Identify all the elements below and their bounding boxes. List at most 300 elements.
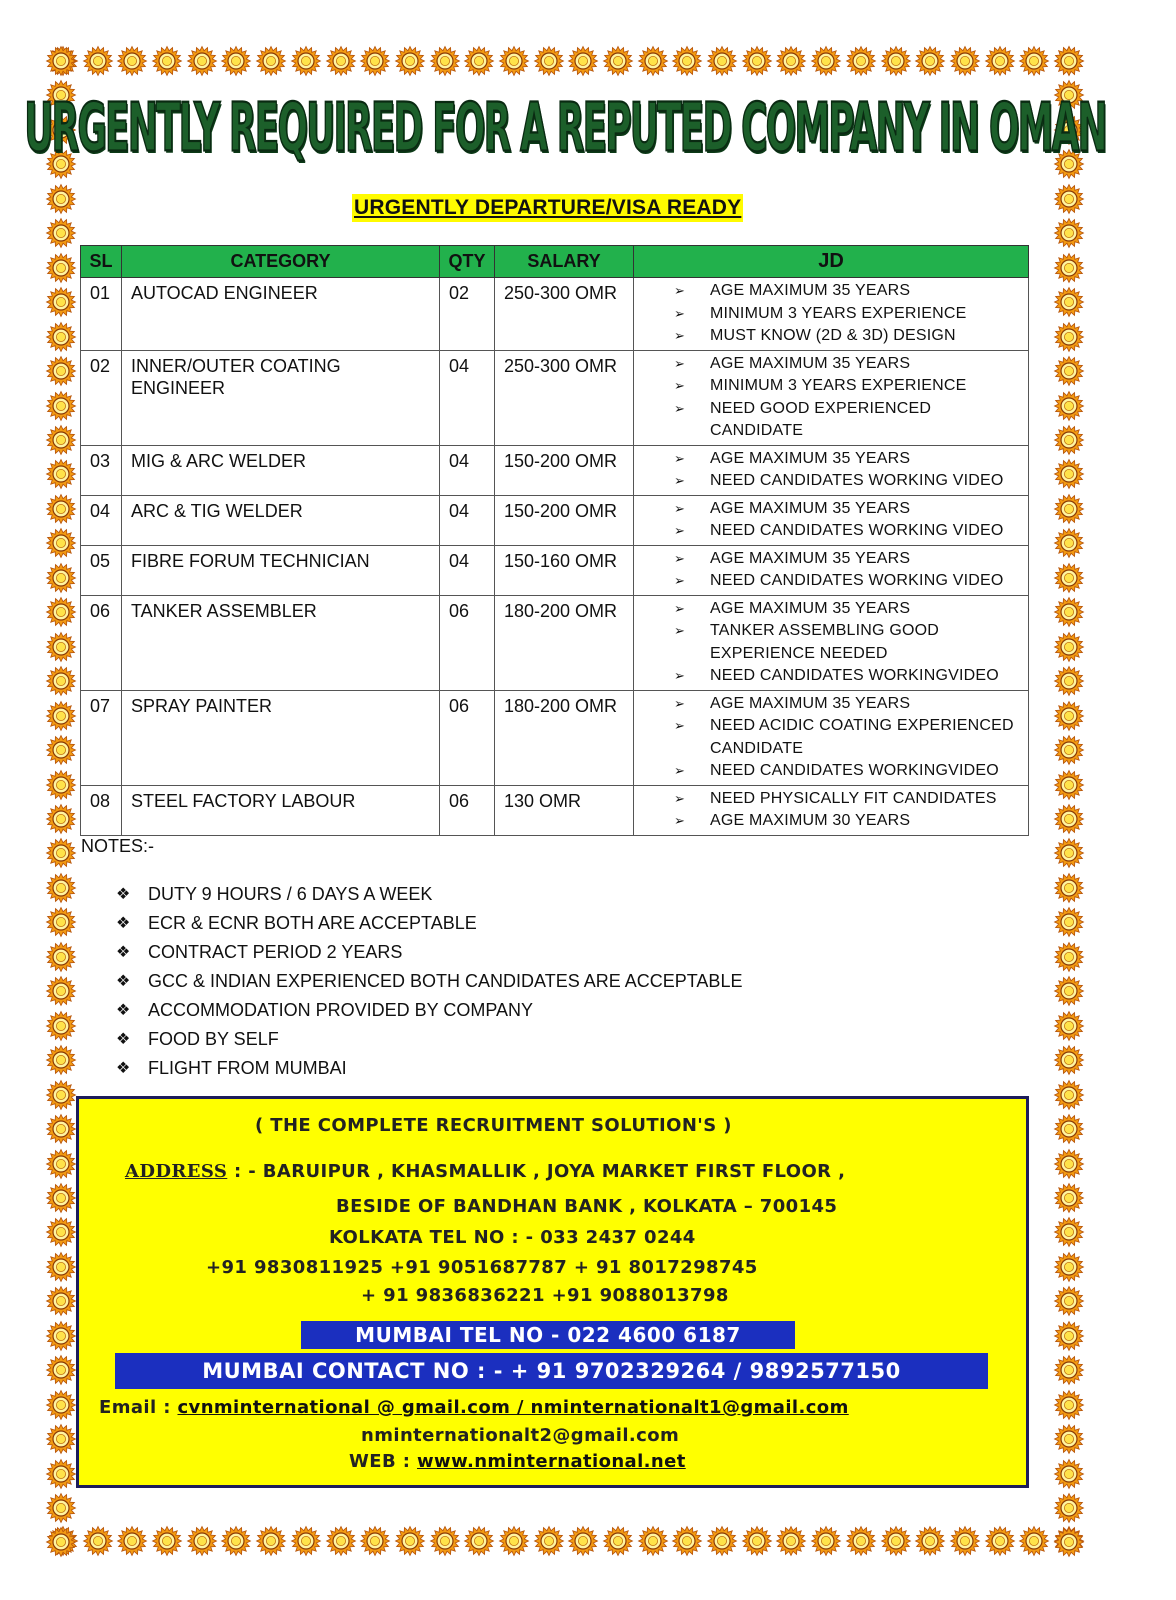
note-item [116,1025,742,1054]
sun-icon [256,46,286,76]
cell-salary: 250-300 OMR [495,278,634,351]
note-text: DUTY 9 HOURS / 6 DAYS A WEEK [148,884,433,904]
sun-icon [46,907,76,937]
jd-item [674,620,1024,665]
sun-icon [1054,46,1084,76]
diamond-bullet-icon: ❖ [116,944,131,961]
email-link-2[interactable]: nminternationalt2@gmail.com [361,1425,680,1446]
jd-item [674,398,1024,443]
sun-icon [1054,459,1084,489]
jd-text: MINIMUM 3 YEARS EXPERIENCE [710,304,967,322]
phones-line-2: + 91 9836836221 +91 9088013798 [361,1285,729,1306]
sun-icon [46,735,76,765]
sun-icon [464,46,494,76]
sun-icon [46,218,76,248]
sun-icon [846,46,876,76]
jd-text: AGE MAXIMUM 35 YEARS [710,549,911,567]
note-text: FLIGHT FROM MUMBAI [148,1058,347,1078]
jd-list [674,548,1024,593]
sun-icon [1054,838,1084,868]
cell-sl: 01 [81,278,122,351]
note-item [116,1054,742,1083]
sun-icon [568,46,598,76]
cell-category: STEEL FACTORY LABOUR [122,785,440,835]
sun-icon [915,1526,945,1556]
address-line-1 [125,1161,845,1182]
cell-category: TANKER ASSEMBLER [122,595,440,690]
sun-icon [46,1459,76,1489]
sun-icon [46,804,76,834]
sun-icon [1054,1424,1084,1454]
arrow-bullet-icon: ➢ [674,600,686,616]
sun-icon [1054,1011,1084,1041]
sun-border-right [1054,46,1086,1558]
sun-icon [152,1526,182,1556]
jd-text: AGE MAXIMUM 35 YEARS [710,282,911,299]
jd-text: NEED PHYSICALLY FIT CANDIDATES [710,789,997,807]
sun-icon [46,563,76,593]
diamond-bullet-icon: ❖ [116,1002,131,1019]
sun-icon [395,46,425,76]
arrow-bullet-icon: ➢ [674,550,686,566]
diamond-bullet-icon: ❖ [116,973,131,990]
jobs-table [80,245,1029,836]
sun-icon [395,1526,425,1556]
sun-icon [950,46,980,76]
sun-icon [1054,1286,1084,1316]
jd-list [674,448,1024,493]
sun-icon [742,1526,772,1556]
arrow-bullet-icon: ➢ [674,400,686,416]
sun-border-top [48,46,1084,78]
jd-text: NEED CANDIDATES WORKINGVIDEO [710,667,999,684]
sun-icon [1054,1114,1084,1144]
sun-icon [46,942,76,972]
sun-icon [46,1183,76,1213]
sun-icon [291,1526,321,1556]
sun-icon [117,46,147,76]
sun-icon [83,46,113,76]
sun-icon [1054,1527,1084,1557]
cell-qty: 04 [440,445,495,495]
diamond-bullet-icon: ❖ [116,886,131,903]
sun-icon [1054,1493,1084,1523]
jd-text: AGE MAXIMUM 35 YEARS [710,599,911,617]
jd-item [674,788,1024,811]
address-text-1: : - BARUIPUR , KHASMALLIK , JOYA MARKET FIRST FLOOR , [233,1161,846,1182]
arrow-bullet-icon: ➢ [674,763,686,778]
sun-icon [46,356,76,386]
arrow-bullet-icon: ➢ [674,283,686,298]
sun-icon [1054,563,1084,593]
sun-icon [256,1526,286,1556]
jd-list [674,788,1024,833]
diamond-bullet-icon: ❖ [116,1031,131,1048]
headline-container [24,84,1106,172]
email-link-1[interactable]: cvnminternational @ gmail.com / nminternationalt1@gmail.com [177,1397,849,1418]
sun-icon [187,46,217,76]
cell-salary: 150-200 OMR [495,445,634,495]
sun-icon [1054,597,1084,627]
jd-text: MUST KNOW (2D & 3D) DESIGN [710,327,956,344]
sun-icon [46,632,76,662]
jd-text: MINIMUM 3 YEARS EXPERIENCE [710,377,967,394]
arrow-bullet-icon: ➢ [674,378,686,393]
jd-item [674,598,1024,621]
arrow-bullet-icon: ➢ [674,813,686,828]
contact-block [76,1096,1029,1488]
jd-item [674,665,1024,688]
sun-icon [1054,184,1084,214]
sun-icon [1054,1459,1084,1489]
sun-icon [1054,218,1084,248]
sun-icon [638,46,668,76]
jd-item [674,520,1024,543]
cell-sl: 02 [81,350,122,445]
address-label: ADDRESS [125,1161,228,1182]
cell-qty: 06 [440,785,495,835]
note-text: FOOD BY SELF [148,1029,279,1049]
cell-jd [634,690,1029,785]
sun-icon [46,391,76,421]
jd-list [674,498,1024,543]
sun-icon [46,701,76,731]
sun-icon [46,1355,76,1385]
cell-sl: 03 [81,445,122,495]
cell-jd [634,595,1029,690]
sun-icon [46,976,76,1006]
cell-category: SPRAY PAINTER [122,690,440,785]
sun-icon [46,1424,76,1454]
notes-title: NOTES:- [81,836,155,856]
sun-icon [881,46,911,76]
sun-icon [1054,356,1084,386]
sun-icon [1054,253,1084,283]
note-text: ECR & ECNR BOTH ARE ACCEPTABLE [148,913,477,933]
sun-icon [534,46,564,76]
tagline: ( THE COMPLETE RECRUITMENT SOLUTION'S ) [255,1115,732,1136]
jd-text: NEED CANDIDATES WORKING VIDEO [710,472,1004,489]
cell-jd [634,785,1029,835]
sun-icon [46,494,76,524]
cell-jd [634,445,1029,495]
sun-icon [846,1526,876,1556]
sun-icon [1054,1252,1084,1282]
sun-icon [1054,735,1084,765]
sun-icon [1054,322,1084,352]
table-row [81,690,1029,785]
jd-item [674,353,1024,376]
table-row [81,785,1029,835]
jd-text: TANKER ASSEMBLING GOOD EXPERIENCE NEEDED [710,622,940,662]
web-link[interactable]: www.nminternational.net [417,1451,686,1472]
jd-item [674,448,1024,471]
jd-list [674,693,1024,783]
table-row [81,545,1029,595]
jd-item [674,375,1024,398]
header-qty: QTY [440,246,495,278]
headline: URGENTLY REQUIRED FOR A REPUTED COMPANY IN OMAN [24,88,1106,167]
sun-icon [46,46,76,76]
arrow-bullet-icon: ➢ [674,523,686,538]
sun-icon [603,1526,633,1556]
jd-item [674,498,1024,521]
sun-icon [464,1526,494,1556]
cell-category: INNER/OUTER COATING ENGINEER [122,350,440,445]
sun-icon [568,1526,598,1556]
header-salary: SALARY [495,246,634,278]
sun-icon [83,1526,113,1556]
sun-icon [672,1526,702,1556]
sun-icon [117,1526,147,1556]
sun-icon [915,46,945,76]
notes-list [116,880,742,1083]
sun-icon [1054,942,1084,972]
sun-icon [46,1045,76,1075]
sun-icon [46,838,76,868]
jd-text: AGE MAXIMUM 35 YEARS [710,499,911,517]
sun-icon [46,1080,76,1110]
mumbai-contact-band: MUMBAI CONTACT NO : - + 91 9702329264 / 9892577150 [115,1353,988,1389]
sun-icon [1054,873,1084,903]
jd-item [674,548,1024,571]
sun-icon [46,666,76,696]
sun-icon [221,1526,251,1556]
jd-text: NEED ACIDIC COATING EXPERIENCED CANDIDATE [710,717,1014,757]
table-row [81,445,1029,495]
sun-icon [46,1011,76,1041]
cell-qty: 02 [440,278,495,351]
sun-icon [672,46,702,76]
jd-item [674,715,1024,760]
cell-sl: 06 [81,595,122,690]
arrow-bullet-icon: ➢ [674,668,686,683]
sun-icon [499,1526,529,1556]
sun-icon [46,597,76,627]
sun-icon [811,1526,841,1556]
sun-icon [742,46,772,76]
header-category: CATEGORY [122,246,440,278]
cell-qty: 06 [440,690,495,785]
sun-icon [46,425,76,455]
sun-icon [430,46,460,76]
sun-icon [46,1390,76,1420]
arrow-bullet-icon: ➢ [674,790,686,806]
sun-icon [1054,528,1084,558]
sun-icon [46,1493,76,1523]
note-text: GCC & INDIAN EXPERIENCED BOTH CANDIDATES ARE ACCEPTABLE [148,971,743,991]
sun-icon [1054,907,1084,937]
note-item [116,880,742,909]
cell-qty: 06 [440,595,495,690]
note-text: ACCOMMODATION PROVIDED BY COMPANY [148,1000,534,1020]
cell-qty: 04 [440,350,495,445]
jd-list [674,598,1024,688]
sun-icon [46,1527,76,1557]
sun-icon [360,1526,390,1556]
sun-icon [1054,1149,1084,1179]
jd-item [674,303,1024,326]
mumbai-tel-band: MUMBAI TEL NO - 022 4600 6187 [301,1321,795,1349]
cell-category: AUTOCAD ENGINEER [122,278,440,351]
jd-text: NEED CANDIDATES WORKING VIDEO [710,522,1004,539]
cell-jd [634,350,1029,445]
table-row [81,595,1029,690]
sun-icon [46,253,76,283]
cell-sl: 05 [81,545,122,595]
sun-icon [46,1286,76,1316]
cell-category: ARC & TIG WELDER [122,495,440,545]
arrow-bullet-icon: ➢ [674,450,686,466]
sun-icon [46,873,76,903]
cell-category: FIBRE FORUM TECHNICIAN [122,545,440,595]
diamond-bullet-icon: ❖ [116,915,131,932]
arrow-bullet-icon: ➢ [674,695,686,711]
sun-icon [46,287,76,317]
sun-icon [46,770,76,800]
subheadline: URGENTLY DEPARTURE/VISA READY [352,194,743,222]
sun-icon [326,1526,356,1556]
sun-icon [985,46,1015,76]
jd-list [674,353,1024,443]
sun-icon [881,1526,911,1556]
sun-icon [1054,632,1084,662]
web-label: WEB : [349,1451,418,1472]
sun-icon [603,46,633,76]
sun-icon [638,1526,668,1556]
sun-icon [1054,1390,1084,1420]
jd-item [674,470,1024,493]
cell-salary: 150-160 OMR [495,545,634,595]
sun-icon [430,1526,460,1556]
phones-line-1: +91 9830811925 +91 9051687787 + 91 8017298745 [206,1257,758,1278]
table-row [81,495,1029,545]
sun-icon [811,46,841,76]
sun-icon [46,528,76,558]
sun-icon [1054,1355,1084,1385]
jd-text: AGE MAXIMUM 30 YEARS [710,812,911,829]
jd-text: AGE MAXIMUM 35 YEARS [710,449,911,467]
sun-icon [326,46,356,76]
sun-icon [1054,1321,1084,1351]
sun-icon [360,46,390,76]
sun-icon [152,46,182,76]
kolkata-tel: KOLKATA TEL NO : - 033 2437 0244 [329,1227,696,1248]
table-body [81,278,1029,836]
cell-jd [634,545,1029,595]
sun-border-bottom [48,1526,1084,1558]
sun-icon [985,1526,1015,1556]
arrow-bullet-icon: ➢ [674,328,686,343]
sun-icon [46,1114,76,1144]
jd-text: NEED GOOD EXPERIENCED CANDIDATE [710,399,932,439]
jd-text: AGE MAXIMUM 35 YEARS [710,694,911,712]
sun-icon [1054,287,1084,317]
web-line [349,1451,686,1472]
arrow-bullet-icon: ➢ [674,473,686,488]
jd-item [674,760,1024,783]
diamond-bullet-icon: ❖ [116,1060,131,1077]
cell-sl: 04 [81,495,122,545]
sun-icon [46,322,76,352]
sun-icon [776,1526,806,1556]
arrow-bullet-icon: ➢ [674,355,686,371]
cell-salary: 150-200 OMR [495,495,634,545]
sun-icon [46,1252,76,1282]
note-item [116,967,742,996]
sun-icon [1054,1045,1084,1075]
sun-icon [499,46,529,76]
header-jd: JD [634,246,1029,278]
note-item [116,938,742,967]
note-item [116,996,742,1025]
jd-text: NEED CANDIDATES WORKING VIDEO [710,572,1004,589]
table-row [81,278,1029,351]
cell-salary: 130 OMR [495,785,634,835]
sun-icon [1054,666,1084,696]
address-line-2: BESIDE OF BANDHAN BANK , KOLKATA – 700145 [336,1196,838,1217]
jd-text: NEED CANDIDATES WORKINGVIDEO [710,762,999,779]
jd-item [674,280,1024,303]
jd-item [674,325,1024,348]
sun-icon [1019,1526,1049,1556]
cell-salary: 180-200 OMR [495,690,634,785]
cell-salary: 250-300 OMR [495,350,634,445]
sun-icon [187,1526,217,1556]
arrow-bullet-icon: ➢ [674,500,686,516]
sun-icon [1054,425,1084,455]
sun-icon [221,46,251,76]
sun-icon [46,1149,76,1179]
jd-item [674,693,1024,716]
jd-text: AGE MAXIMUM 35 YEARS [710,354,911,372]
sun-icon [46,184,76,214]
table-header-row [81,246,1029,278]
sun-icon [46,1217,76,1247]
arrow-bullet-icon: ➢ [674,305,686,321]
sun-icon [46,1321,76,1351]
sun-icon [1054,976,1084,1006]
cell-jd [634,495,1029,545]
sun-icon [707,46,737,76]
jd-item [674,810,1024,833]
sun-icon [1054,494,1084,524]
cell-category: MIG & ARC WELDER [122,445,440,495]
sun-icon [707,1526,737,1556]
sun-icon [1019,46,1049,76]
jd-list [674,280,1024,348]
cell-jd [634,278,1029,351]
sun-icon [1054,804,1084,834]
sun-icon [1054,1183,1084,1213]
jd-item [674,570,1024,593]
table-row [81,350,1029,445]
sun-icon [776,46,806,76]
cell-sl: 07 [81,690,122,785]
cell-qty: 04 [440,545,495,595]
sun-border-left [46,46,78,1558]
arrow-bullet-icon: ➢ [674,718,686,733]
sun-icon [1054,391,1084,421]
note-text: CONTRACT PERIOD 2 YEARS [148,942,403,962]
cell-salary: 180-200 OMR [495,595,634,690]
cell-qty: 04 [440,495,495,545]
note-item [116,909,742,938]
header-sl: SL [81,246,122,278]
sun-icon [1054,770,1084,800]
email-label: Email : [99,1397,178,1418]
sun-icon [1054,1217,1084,1247]
